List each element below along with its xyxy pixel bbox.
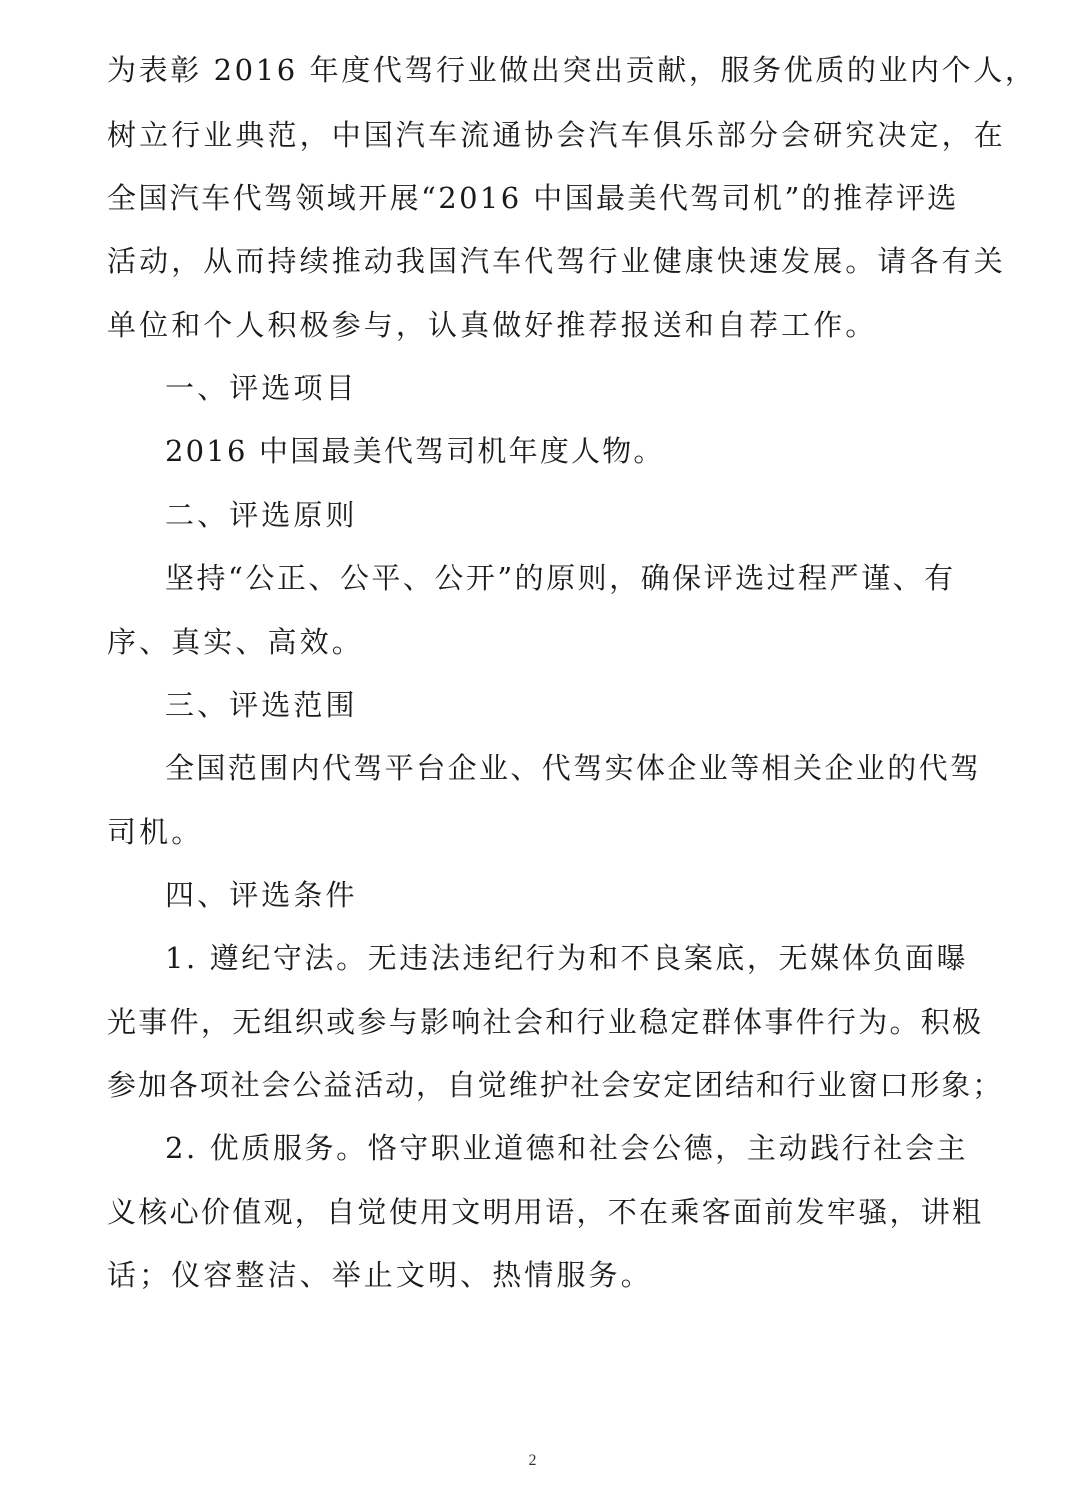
paragraph-intro-line-2: 树立行业典范，中国汽车流通协会汽车俱乐部分会研究决定，在 xyxy=(107,118,1006,152)
section-3-content-line-1: 全国范围内代驾平台企业、代驾实体企业等相关企业的代驾 xyxy=(165,751,982,785)
section-3-content-line-2: 司机。 xyxy=(107,815,204,849)
paragraph-intro-line-4: 活动，从而持续推动我国汽车代驾行业健康快速发展。请各有关 xyxy=(107,244,1006,278)
section-2-content-line-2: 序、真实、高效。 xyxy=(107,625,364,659)
section-heading-2: 二、评选原则 xyxy=(165,498,358,532)
paragraph-intro-line-3: 全国汽车代驾领域开展“2016 中国最美代驾司机”的推荐评选 xyxy=(107,181,959,215)
paragraph-intro-line-5: 单位和个人积极参与，认真做好推荐报送和自荐工作。 xyxy=(107,308,878,342)
condition-1-line-1: 1. 遵纪守法。无违法违纪行为和不良案底，无媒体负面曝 xyxy=(165,941,969,975)
condition-1-line-3: 参加各项社会公益活动，自觉维护社会安定团结和行业窗口形象； xyxy=(107,1068,1004,1102)
condition-2-line-2: 义核心价值观，自觉使用文明用语，不在乘客面前发牢骚，讲粗 xyxy=(107,1195,984,1229)
section-2-content-line-1: 坚持“公正、公平、公开”的原则，确保评选过程严谨、有 xyxy=(165,561,956,595)
section-heading-3: 三、评选范围 xyxy=(165,688,358,722)
section-heading-4: 四、评选条件 xyxy=(165,878,358,912)
page-number: 2 xyxy=(528,1452,537,1469)
condition-2-line-3: 话；仪容整洁、举止文明、热情服务。 xyxy=(107,1258,653,1292)
condition-2-line-1: 2. 优质服务。恪守职业道德和社会公德，主动践行社会主 xyxy=(165,1131,969,1165)
paragraph-intro-line-1: 为表彰 2016 年度代驾行业做出突出贡献，服务优质的业内个人， xyxy=(107,53,1037,87)
section-1-content: 2016 中国最美代驾司机年度人物。 xyxy=(165,434,665,468)
section-heading-1: 一、评选项目 xyxy=(165,371,358,405)
condition-1-line-2: 光事件，无组织或参与影响社会和行业稳定群体事件行为。积极 xyxy=(107,1005,984,1039)
